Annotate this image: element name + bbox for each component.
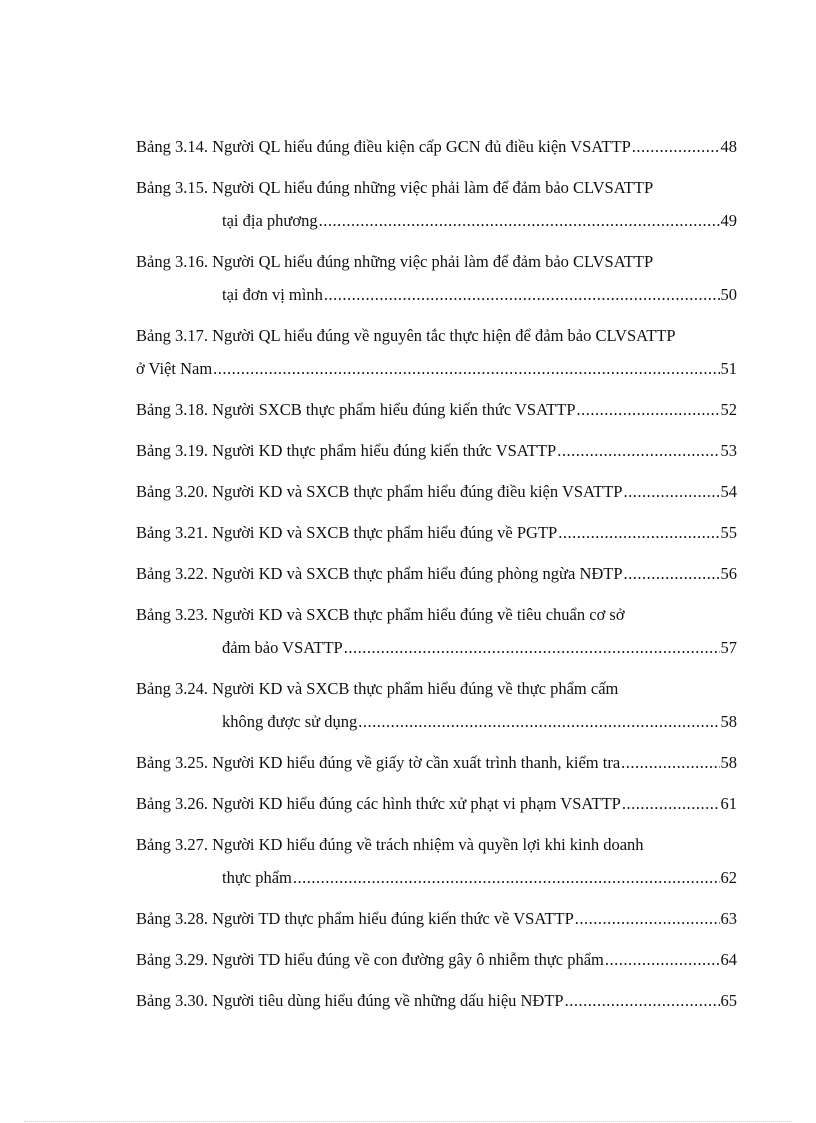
dot-leader <box>324 278 720 311</box>
toc-entry-title: Bảng 3.29. Người TD hiểu đúng về con đường gây ô nhiễm thực phẩm <box>136 950 604 969</box>
toc-entry <box>136 475 737 508</box>
toc-entry <box>136 516 737 549</box>
toc-page-number: 48 <box>720 137 737 156</box>
toc-entry <box>136 319 737 385</box>
toc-page-number: 63 <box>720 909 737 928</box>
toc-entry <box>136 557 737 590</box>
toc-page-number: 58 <box>720 712 737 731</box>
toc-entry-title: Bảng 3.24. Người KD và SXCB thực phẩm hiểu đúng về thực phẩm cấm <box>136 679 619 698</box>
page-bottom-rule <box>24 1121 792 1122</box>
dot-leader <box>558 516 719 549</box>
toc-entry-title: Bảng 3.14. Người QL hiểu đúng điều kiện cấp GCN đủ điều kiện VSATTP <box>136 137 631 156</box>
toc-entry-title-continued: thực phẩm <box>222 868 292 887</box>
toc-entry-title: Bảng 3.30. Người tiêu dùng hiểu đúng về những dấu hiệu NĐTP <box>136 991 564 1010</box>
toc-entry-title: Bảng 3.28. Người TD thực phẩm hiểu đúng kiến thức về VSATTP <box>136 909 574 928</box>
toc-entry-title: Bảng 3.20. Người KD và SXCB thực phẩm hiểu đúng điều kiện VSATTP <box>136 482 623 501</box>
toc-line <box>136 746 737 779</box>
toc-entry-title-continued: đảm bảo VSATTP <box>222 638 343 657</box>
dot-leader <box>213 352 719 385</box>
toc-page-number: 55 <box>720 523 737 542</box>
toc-line <box>136 598 737 631</box>
toc-page-number: 49 <box>720 211 737 230</box>
toc-page-number: 53 <box>720 441 737 460</box>
dot-leader <box>622 787 720 820</box>
toc-entry <box>136 393 737 426</box>
toc-entry-title: Bảng 3.21. Người KD và SXCB thực phẩm hiểu đúng về PGTP <box>136 523 558 542</box>
toc-page-number: 62 <box>720 868 737 887</box>
toc-line-continuation <box>136 352 737 385</box>
dot-leader <box>358 705 719 738</box>
dot-leader <box>623 475 719 508</box>
toc-entry-title-continued: ở Việt Nam <box>136 359 213 378</box>
toc-line <box>136 434 737 467</box>
toc-entry <box>136 171 737 237</box>
toc-page-number: 51 <box>720 359 737 378</box>
dot-leader <box>293 861 720 894</box>
toc-entry-title: Bảng 3.15. Người QL hiểu đúng những việc phải làm để đảm bảo CLVSATTP <box>136 178 654 197</box>
toc-entry-title: Bảng 3.17. Người QL hiểu đúng về nguyên tắc thực hiện để đảm bảo CLVSATTP <box>136 326 676 345</box>
toc-entry-title: Bảng 3.18. Người SXCB thực phẩm hiểu đúng kiến thức VSATTP <box>136 400 576 419</box>
toc-entry <box>136 984 737 1017</box>
dot-leader <box>557 434 719 467</box>
toc-page-number: 52 <box>720 400 737 419</box>
toc-page-number: 61 <box>720 794 737 813</box>
toc-line <box>136 943 737 976</box>
toc-entry <box>136 245 737 311</box>
toc-entry-title: Bảng 3.19. Người KD thực phẩm hiểu đúng kiến thức VSATTP <box>136 441 557 460</box>
toc-page-number: 50 <box>720 285 737 304</box>
toc-entry-title: Bảng 3.23. Người KD và SXCB thực phẩm hiểu đúng về tiêu chuẩn cơ sở <box>136 605 625 624</box>
toc-entry <box>136 672 737 738</box>
toc-page-number: 56 <box>720 564 737 583</box>
toc-entry-title-continued: tại địa phương <box>222 211 318 230</box>
dot-leader <box>624 557 720 590</box>
dot-leader <box>319 204 720 237</box>
toc-page-number: 57 <box>720 638 737 657</box>
toc-entry-title: Bảng 3.27. Người KD hiểu đúng về trách nhiệm và quyền lợi khi kinh doanh <box>136 835 644 854</box>
toc-line <box>136 130 737 163</box>
toc-line <box>136 557 737 590</box>
toc-entry-title: Bảng 3.22. Người KD và SXCB thực phẩm hiểu đúng phòng ngừa NĐTP <box>136 564 623 583</box>
toc-line <box>136 516 737 549</box>
toc-entry-title: Bảng 3.26. Người KD hiểu đúng các hình thức xử phạt vi phạm VSATTP <box>136 794 621 813</box>
toc-line <box>136 828 737 861</box>
toc-entry-title: Bảng 3.25. Người KD hiểu đúng về giấy tờ cần xuất trình thanh, kiểm tra <box>136 753 621 772</box>
toc-line-continuation <box>136 861 737 894</box>
toc-line <box>136 171 737 204</box>
toc-page-number: 54 <box>720 482 737 501</box>
toc-line <box>136 787 737 820</box>
toc-entry <box>136 902 737 935</box>
toc-line-continuation <box>136 631 737 664</box>
toc-line <box>136 245 737 278</box>
toc-page-number: 65 <box>720 991 737 1010</box>
toc-entry <box>136 787 737 820</box>
dot-leader <box>632 130 720 163</box>
toc-entry <box>136 130 737 163</box>
dot-leader <box>575 902 720 935</box>
dot-leader <box>621 746 719 779</box>
toc-page-number: 58 <box>720 753 737 772</box>
toc-line-continuation <box>136 705 737 738</box>
toc-line <box>136 319 737 352</box>
toc-entry-title-continued: tại đơn vị mình <box>222 285 323 304</box>
toc-entry <box>136 434 737 467</box>
toc-entry <box>136 598 737 664</box>
toc-line <box>136 984 737 1017</box>
toc-entry <box>136 746 737 779</box>
toc-entry <box>136 943 737 976</box>
dot-leader <box>344 631 720 664</box>
table-of-contents <box>136 130 737 1025</box>
toc-line <box>136 902 737 935</box>
toc-entry-title: Bảng 3.16. Người QL hiểu đúng những việc phải làm để đảm bảo CLVSATTP <box>136 252 654 271</box>
toc-line-continuation <box>136 278 737 311</box>
toc-line-continuation <box>136 204 737 237</box>
dot-leader <box>565 984 720 1017</box>
toc-line <box>136 475 737 508</box>
toc-page-number: 64 <box>720 950 737 969</box>
dot-leader <box>605 943 720 976</box>
dot-leader <box>577 393 720 426</box>
toc-line <box>136 393 737 426</box>
toc-entry-title-continued: không được sử dụng <box>222 712 358 731</box>
toc-entry <box>136 828 737 894</box>
toc-line <box>136 672 737 705</box>
